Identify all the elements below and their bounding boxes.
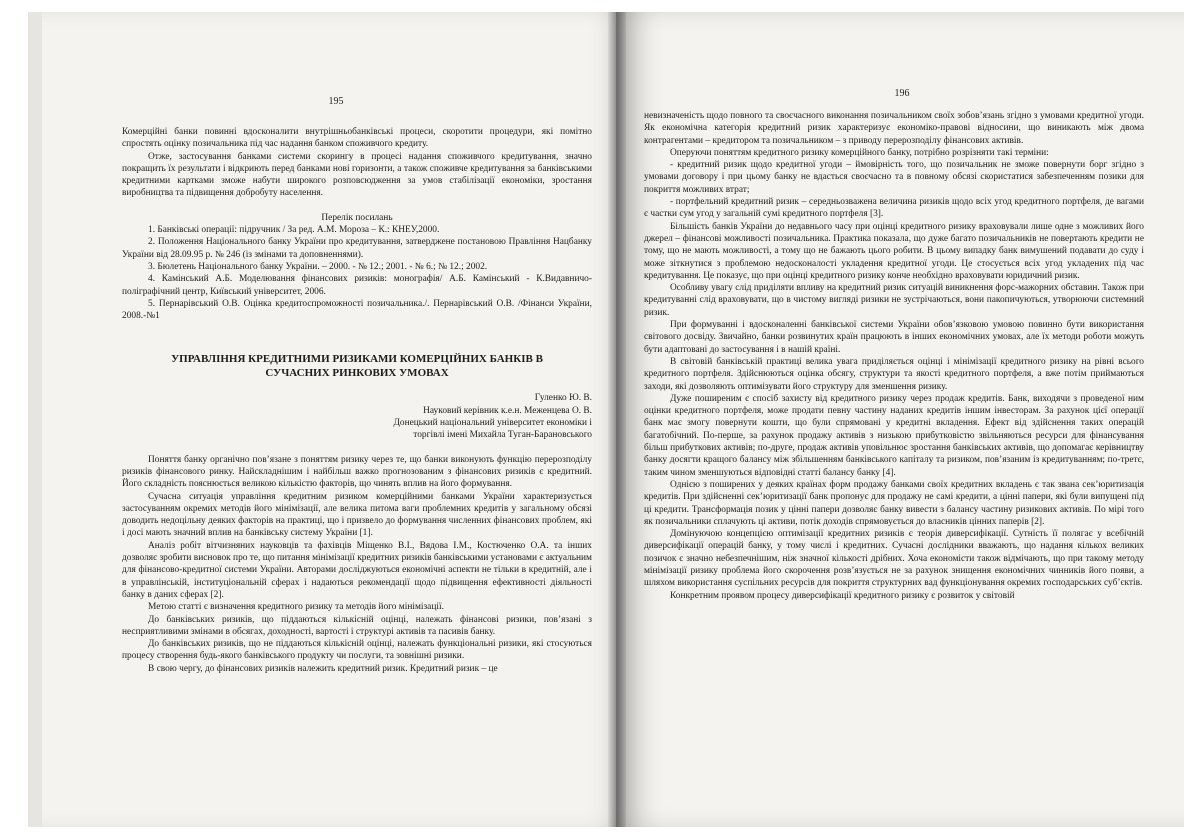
author-line: Гуленко Ю. В. [534,393,592,404]
body-paragraph: В світовій банківській практиці велика увага приділяється оцінці і мінімізації кредитного ризику на рівні всього кредитного портфеля. Здійснюються оцінка обсягу, структури та якості кредитного портфеля, а вже потім приймаються заходи, які дозволяють оптимізувати його структуру для зменшення ризику. [644,356,1144,392]
intro-paragraph: Отже, застосування банками системи скорингу в процесі надання споживчого кредитування, значно покращить їх результати і відкриють перед банками нові горизонти, а також споживче кредитування за банківськими кредитними картками зможе набути широкого розповсюдження за умов стабілізації економіки, зростання виробництва та підвищення добробуту населення. [122,151,592,199]
body-paragraph: Аналіз робіт вітчизняних науковців та фахівців Міщенко В.І., Вядова І.М., Костюченко О.А. та інших дозволяє зробити висновок про те, що питання мінімізації кредитних ризиків банківськими установами є актуальним для фінансово-кредитної системи України. Авторами досліджуються економічні аспекти не тільки в кредитній, але і в управлінській, інституціональній сферах і надаються рекомендації щодо підвищення ефективності діяльності банку в даних сферах [2]. [122,540,592,600]
body-paragraph: Особливу увагу слід приділяти впливу на кредитний ризик ситуацій виникнення форс-мажорних обставин. Також при кредитуванні слід враховувати, що в чистому вигляді ризики не зустрічаються, вони пакопичуються, утворюючи системний ризик. [644,283,1144,318]
body-paragraph: До банківських ризиків, що не піддаються кількісній оцінці, належать функціональні ризики, які стосуються процесу створення будь-якого банківського продукту чи послуги, та зовнішні ризики. [122,639,592,662]
reference-item: 4. Камінський А.Б. Моделювання фінансових ризиків: монографія/ А.Б. Камінський - К.Видавничо-поліграфічний центр, Київський університет, 2006. [122,274,592,297]
body-paragraph: Сучасна ситуація управління кредитним ризиком комерційними банками України характеризується застосуванням окремих методів його мінімізації, але велика питома ваги проблемних кредитів у загальному обсязі доводить недоцільну деяких факторів на практиці, що і призвело до формування численних фінансових проблем, які і досі мають значний вплив на банківську систему України [1]. [122,491,592,539]
intro-paragraph: Комерційні банки повинні вдосконалити внутрішньобанківські процеси, скоротити процедури, які помітно спростять оцінку позичальника під час надання банком споживчого кредиту. [122,127,592,150]
article-title: УПРАВЛІННЯ КРЕДИТНИМИ РИЗИКАМИ КОМЕРЦІЙНИХ БАНКІВ В СУЧАСНИХ РИНКОВИХ УМОВАХ [171,353,543,380]
body-paragraph: До банківських ризиків, що піддаються кількісній оцінці, належать фінансові ризики, пов’язані з несприятливими змінами в обсягах, доходності, вартості і структурі активів та пасивів банку. [122,614,592,637]
body-paragraph: Оперуючи поняттям кредитного ризику комерційного банку, потрібно розрізняти такі терміни: [670,147,1049,158]
author-line: торгівлі імені Михайла Туган-Барановського [413,430,592,441]
book-spread [28,12,1184,827]
page-number: 195 [328,96,344,107]
right-page-text [644,110,1144,602]
left-page-text [122,126,592,675]
term-item: - кредитний ризик щодо кредитної угоди – ймовірність того, що позичальник не зможе повернути борг згідно з умовами договору і при цьому банку не вдасться своєчасно та в повному обсязі скористатися забезпеченням позики для покриття можливих втрат; [644,160,1144,195]
reference-item: 5. Пернарівський О.В. Оцінка кредитоспроможності позичальника./. Пернарівський О.В. /Фінанси України, 2008.-№1 [122,298,592,322]
page-number: 196 [894,88,910,99]
body-paragraph: Однією з поширених у деяких країнах форм продажу банками своїх кредитних вкладень є так звана сек’юритизація кредитів. При здійсненні сек’юритизації банк пропонує для продажу не самі кредити, а цінні папери, які були випущені під ці кредити. Трансформація позик у цінні папери дозволяє банку вивести з балансу частину ризикових активів. По мірі того як позичальники сплачують ці активи, потік доходів спрямовується до власників цінних паперів [2]. [644,479,1144,527]
body-paragraph: Поняття банку органічно пов’язане з поняттям ризику через те, що банки виконують функцію перерозподілу ризиків фінансового ринку. Найскладнішим і найбільш важко прогнозованим з фінансових ризиків є кредитний. Його складність пояснюється великою кількістю факторів, що чинять вплив на його формування. [122,454,592,490]
body-paragraph: Домінуючою концепцією оптимізації кредитних ризиків є теорія диверсифікації. Сутність її полягає у всебічній диверсифікації операцій банку, у тому числі і кредитних. Сучасні дослідники вважають, що надання кількох великих позичок є значно небезпечнішим, ніж значної кількості дрібних. Хоча економісти також відмічають, що при такому методу мінімізації ризику проблема його скорочення розв’язується не за рахунок знищення економічних чинників його появи, а шляхом використання суспільних ресурсів для покриття структурних вад функціонування окремих господарських суб’єктів. [644,529,1144,589]
term-item: - портфельний кредитний ризик – середньозважена величина ризиків щодо всіх угод кредитного портфеля, де вагами є частки сум угод у загальній сумі кредитного портфеля [3]. [644,197,1144,220]
body-paragraph: невизначеність щодо повного та своєчасного виконання позичальником своїх зобов’язань згідно з умовами кредитної угоди. Як економічна категорія кредитний ризик характеризує економіко-правові відносини, що виникають між двома контрагентами – кредитором та позичальником – з приводу перерозподілу фінансових активів. [644,111,1144,146]
right-page [616,12,1184,827]
book-gutter [608,12,626,827]
body-paragraph: Дуже поширеним є спосіб захисту від кредитного ризику через продаж кредитів. Банк, виходячи з проведеної ним оцінки кредитного портфеля, може продати певну частину наданих кредитів іншим інвесторам. За рахунок цієї операції банк має змогу повернути кошти, що були спрямовані у кредитні вкладення. Ефект від здійснення таких операцій багатобічний. По-перше, за рахунок продажу активів з низькою прибутковістю звільняються ресурси для фінансування більш прибуткових активів; по-друге, продаж активів уповільнює зростання банківських активів, що допомагає керівництву банку досягти кращого балансу між збільшенням банківського капіталу та ризиком, пов’язаним із кредитуванням; по-третє, таким чином зменшуються відповідні статті балансу банку [4]. [644,393,1144,478]
body-paragraph: Метою статті є визначення кредитного ризику та методів його мінімізації. [148,602,444,613]
body-paragraph: В свою чергу, до фінансових ризиків належить кредитний ризик. Кредитний ризик – це [148,663,498,674]
left-page [28,12,630,827]
body-paragraph: Конкретним проявом процесу диверсифікації кредитного ризику є розвиток у світовій [670,590,1015,601]
author-line: Донецький національний університет економіки і [393,418,592,429]
references-title: Перелік посилань [321,212,393,223]
body-paragraph: При формуванні і вдосконаленні банківської системи України обов’язковою умовою повинно бути використання світового досвіду. Звичайно, банки розвинутих країн працюють в інших економічних умовах, але їх методи роботи можуть бути адаптовані до застосування і в нашій країні. [644,320,1144,355]
reference-item: 3. Бюлетень Національного банку України. – 2000. - № 12.; 2001. - № 6.; № 12.; 2002. [148,261,488,272]
reference-item: 1. Банківські операції: підручник / За ред. А.М. Мороза – К.: КНЕУ,2000. [148,225,440,236]
author-line: Науковий керівник к.е.н. Меженцева О. В. [423,405,592,416]
reference-item: 2. Положення Національного банку України про кредитування, затверджене постановою Правління Нацбанку України від 28.09.95 р. № 246 (із змінами та доповненнями). [122,237,592,260]
body-paragraph: Більшість банків України до недавнього часу при оцінці кредитного ризику враховували лише одне з можливих його джерел – фінансові можливості позичальника. Практика показала, що дуже багато позичальників не повертають кредити не тому, що не мають можливості, а тому що не бажають цього робити. В цьому випадку банк вимушений подавати до суду і може зіткнутися з проблемою недосконалості укладення кредитної угоди. Це стосується всіх угод укладених під час кредитування. Це показує, що при оцінці кредитного ризику конче необхідно враховувати юридичний ризик. [644,221,1144,281]
